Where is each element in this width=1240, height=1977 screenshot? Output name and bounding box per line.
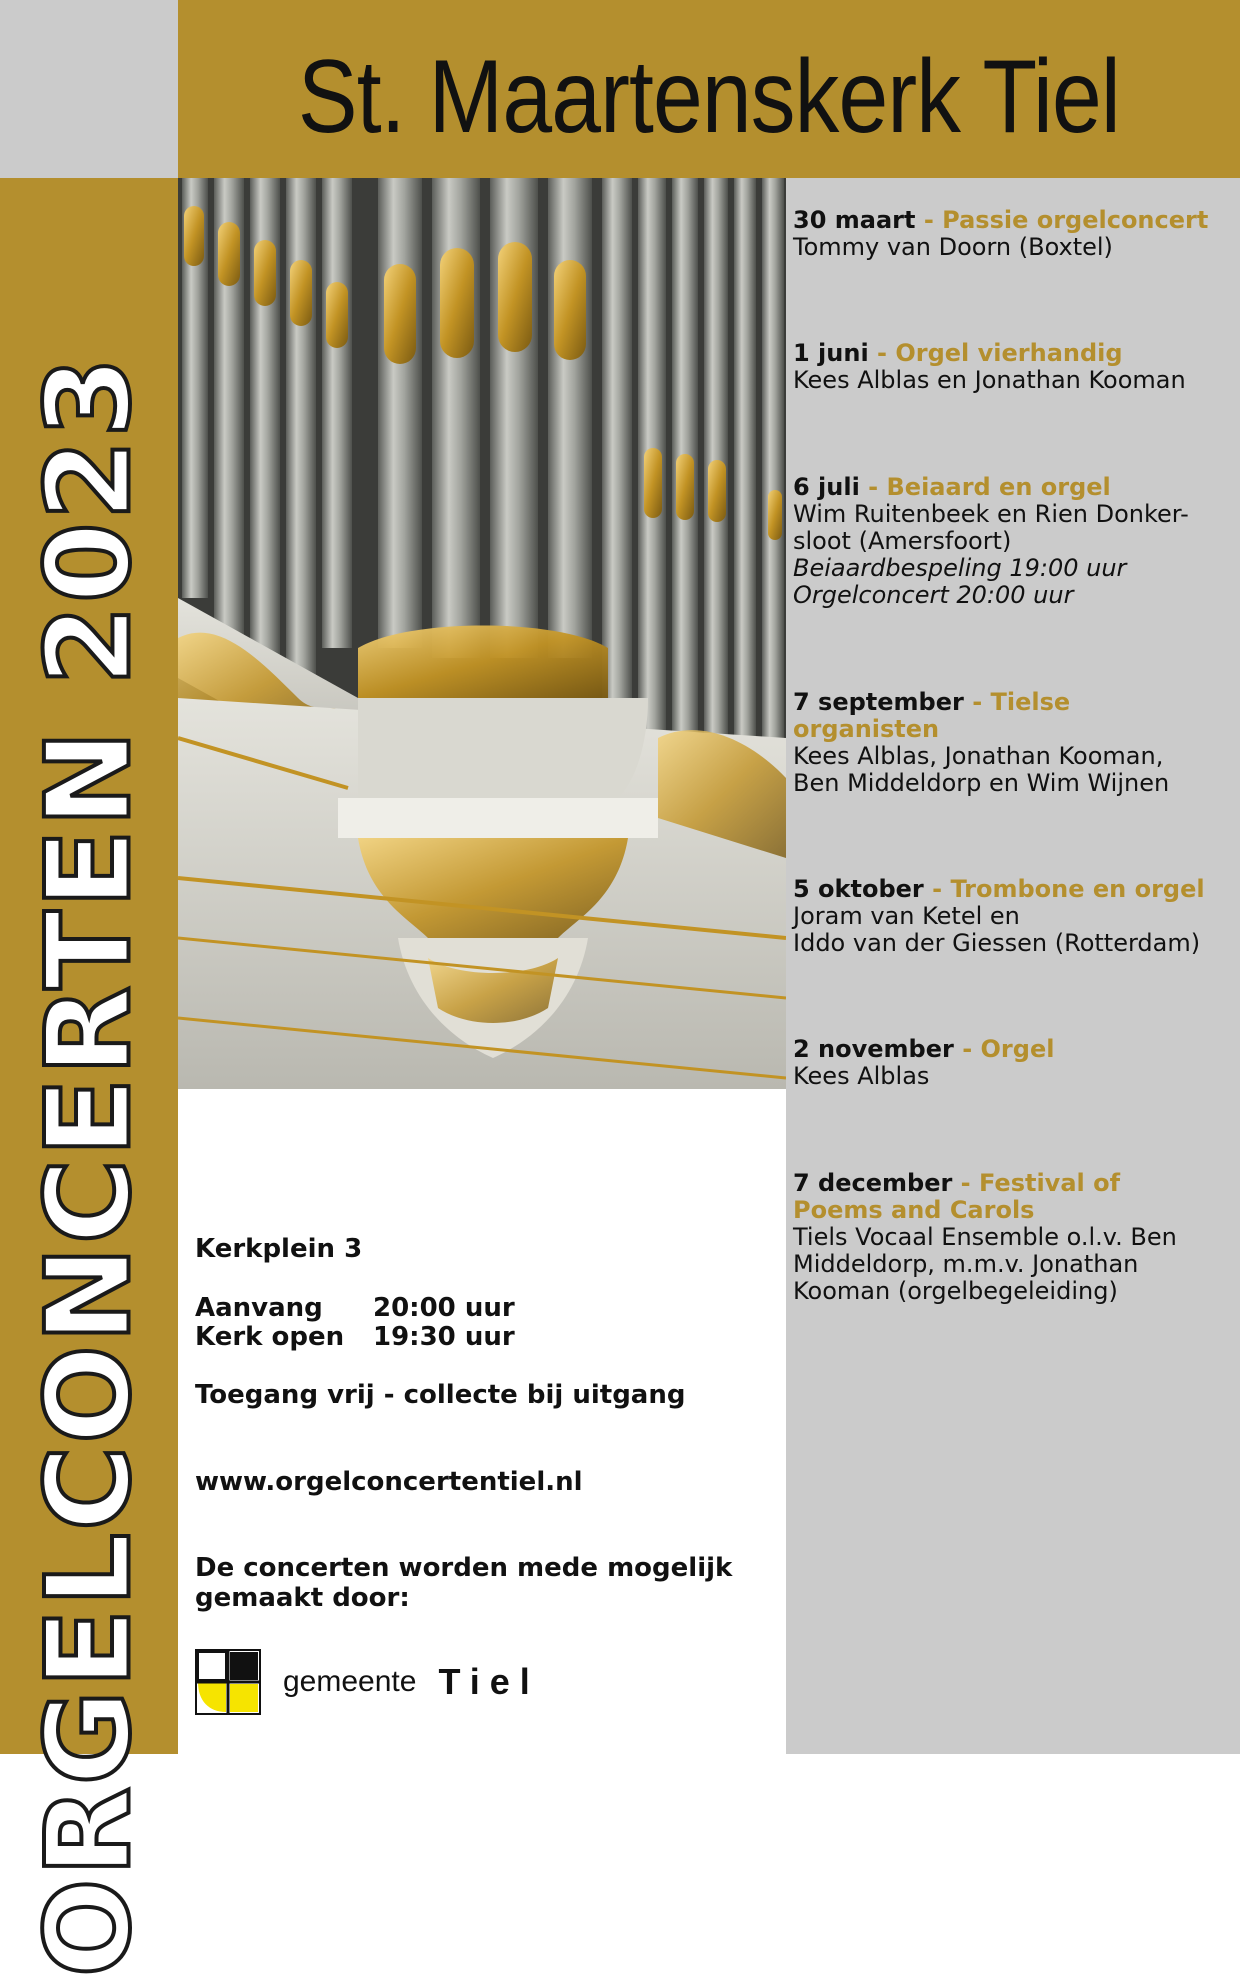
event-performers: Middeldorp, m.m.v. Jonathan [793, 1250, 1139, 1278]
sponsor-line-2: gemaakt door: [195, 1583, 410, 1613]
event-title: - Trombone en orgel [923, 875, 1205, 903]
page-title: St. Maartenskerk Tiel [298, 38, 1120, 155]
start-time-row [195, 1293, 515, 1323]
event-title: - Orgel [953, 1035, 1055, 1063]
event-1 [793, 207, 1238, 261]
sponsor-line-1: De concerten worden mede mogelijk [195, 1553, 733, 1583]
start-label: Aanvang [195, 1293, 323, 1323]
event-date: 30 maart [793, 206, 916, 234]
event-performers: Tommy van Doorn (Boxtel) [793, 233, 1113, 261]
event-performers: Kees Alblas [793, 1062, 930, 1090]
event-title: - Tielse organisten [793, 688, 1071, 743]
event-date: 7 december [793, 1169, 953, 1197]
open-time: 19:30 uur [373, 1322, 515, 1352]
logo-name: Tiel [438, 1661, 540, 1702]
event-7 [793, 1170, 1123, 1224]
event-time: Beiaardbespeling 19:00 uur [793, 554, 1127, 582]
event-title: - Beiaard en orgel [859, 473, 1111, 501]
event-time: Orgelconcert 20:00 uur [793, 581, 1074, 609]
event-date: 2 november [793, 1035, 954, 1063]
event-performers: Kees Alblas en Jonathan Kooman [793, 366, 1186, 394]
event-performers: Joram van Ketel en [793, 902, 1020, 930]
open-time-row [195, 1322, 515, 1352]
event-7-details [793, 1224, 1238, 1305]
event-performers: sloot (Amersfoort) [793, 527, 1012, 555]
vertical-title: ORGELCONCERTEN 2023 [21, 354, 157, 1977]
event-4-details [793, 743, 1238, 797]
event-title: - Festival of Poems and Carols [793, 1169, 1121, 1224]
event-title: - Passie orgelconcert [915, 206, 1209, 234]
admission-text: Toegang vrij - collecte bij uitgang [195, 1380, 686, 1410]
gemeente-tiel-logo [195, 1649, 540, 1715]
header-banner [178, 0, 1240, 178]
event-date: 6 juli [793, 473, 860, 501]
event-3 [793, 474, 1238, 609]
event-performers: Kooman (orgelbegeleiding) [793, 1277, 1118, 1305]
side-bar [0, 178, 178, 1977]
event-performers: Iddo van der Giessen (Rotterdam) [793, 929, 1201, 957]
program-column [786, 178, 1240, 1754]
event-performers: Wim Ruitenbeek en Rien Donker- [793, 500, 1189, 528]
event-date: 1 juni [793, 339, 869, 367]
event-date: 7 september [793, 688, 964, 716]
event-2 [793, 340, 1238, 394]
event-6 [793, 1036, 1238, 1090]
event-4 [793, 689, 1093, 743]
event-5 [793, 876, 1238, 957]
event-performers: Ben Middeldorp en Wim Wijnen [793, 769, 1170, 797]
address: Kerkplein 3 [195, 1234, 363, 1264]
website-link[interactable]: www.orgelconcertentiel.nl [195, 1467, 583, 1497]
municipality-emblem-icon [195, 1649, 261, 1715]
event-date: 5 oktober [793, 875, 924, 903]
event-performers: Kees Alblas, Jonathan Kooman, [793, 742, 1164, 770]
organ-photo [178, 178, 786, 1089]
corner-block [0, 0, 178, 178]
open-label: Kerk open [195, 1322, 345, 1352]
event-title: - Orgel vierhandig [868, 339, 1123, 367]
logo-prefix: gemeente [283, 1665, 417, 1698]
start-time: 20:00 uur [373, 1293, 515, 1323]
event-performers: Tiels Vocaal Ensemble o.l.v. Ben [793, 1223, 1177, 1251]
